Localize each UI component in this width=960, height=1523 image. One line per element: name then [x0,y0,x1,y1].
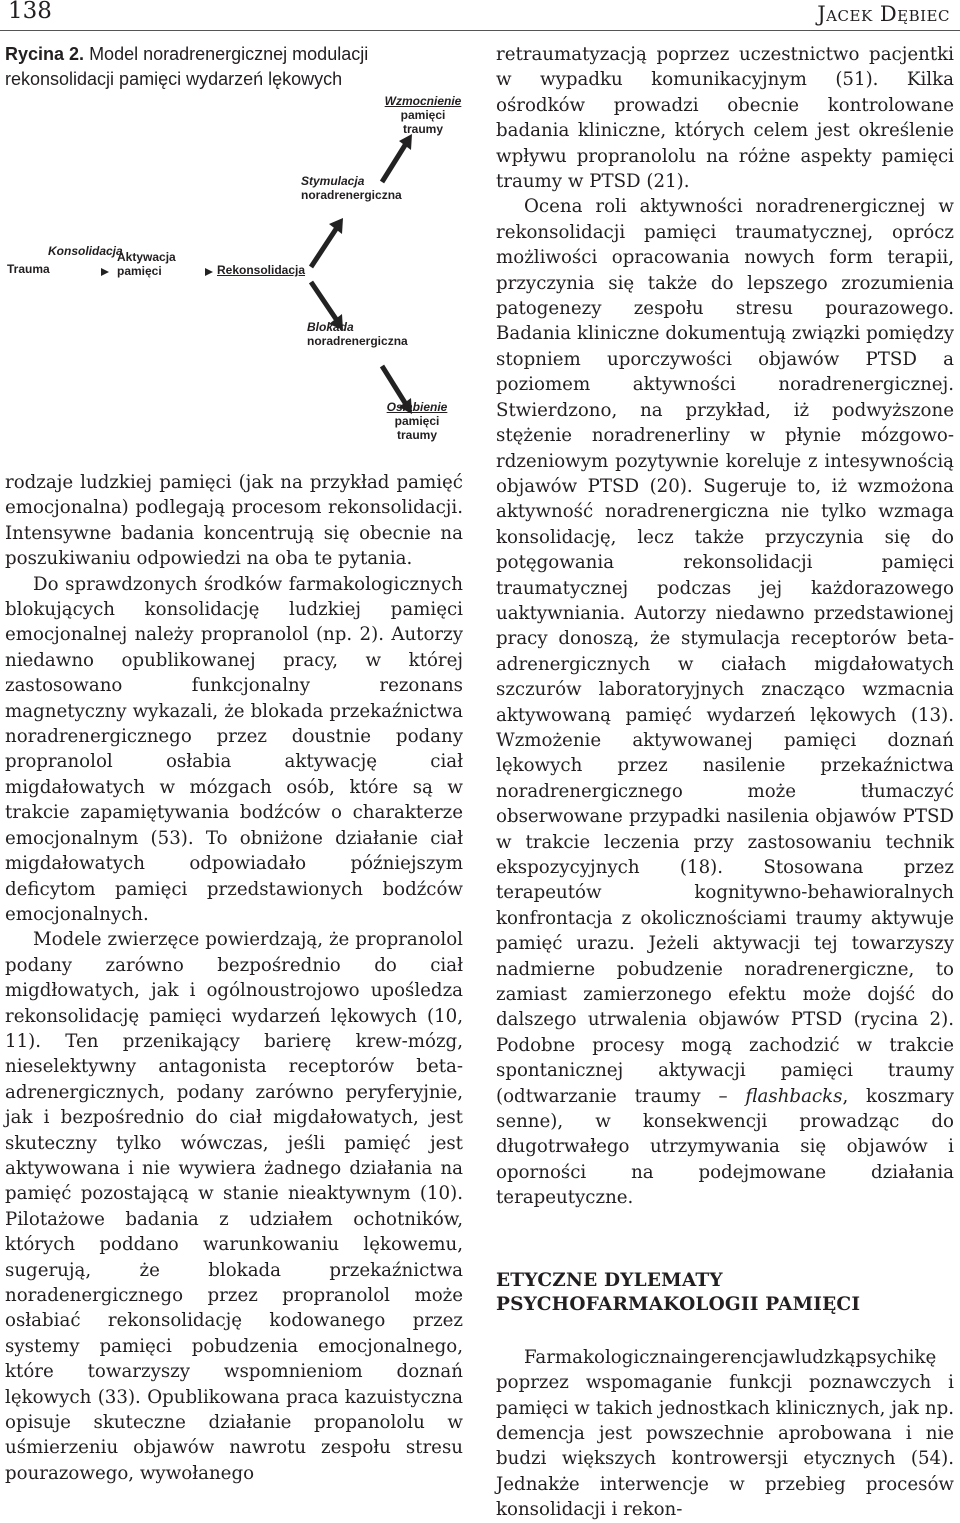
figure-caption [5,42,463,92]
section-heading: ETYCZNE DYLEMATY PSYCHOFARMAKOLOGII PAMIĘCI [496,1269,861,1315]
left-paragraph-2: Do sprawdzonych środków farmakologicznych blokujących konsolidację ludzkiej pamięci emocjonalnej należy propranolol (np. 2). Autorzy niedawno opublikowanej pracy, w której zastosowano funkcjonalny rezonans magnetyczny wykazali, że blokada przekaźnictwa noradrenergicznego przez doustnie podany propranolol osłabia aktywację ciał migdałowatych w mózgach osób, które są w trakcie zapamiętywania bodźców o charakterze emocjonalnym (53). To obniżone działanie ciał migdałowatych odpowiadało późniejszym deficytom pamięci przedstawionych bodźców emocjonalnych. [5,573,463,925]
right-paragraph-3: Farmakologicznaingerencjawludzkąpsychikę poprzez wspomaganie funkcji poznawczych i pamięci w takich jednostkach klinicznych, jak np. demencja jest powszechnie aprobowana i nie budzi większych kontrowersji etycznych (54). Jednakże interwencje w przebieg procesów konsolidacji i rekon- [496,1346,954,1521]
node-blokada: Blokada noradrenergiczna [307,320,408,348]
node-stymulacja: Stymulacja noradrenergiczna [301,174,402,202]
right-paragraph-2: Ocena roli aktywności noradrenergicznej w rekonsolidacji pamięci traumatycznej, oprócz możliwości opracowania nowych form terapii, przyczynia się także do lepszego zrozumienia patogenezy zespołu stresu pourazowego. Badania kliniczne dokumentują związki pomiędzy stopniem uporczywości objawów PTSD a poziomem aktywności noradrenergicznej. Stwierdzono, na przykład, iż podwyższone stężenie noradrenerliny w płynie mózgowo-rdzeniowym pozytywnie koreluje z intesywnością objawów PTSD (20). Sugeruje to, iż wzmożona aktywność noradrenergiczna nie tylko wzmaga konsolidację, lecz także przyczynia się do potęgowania rekonsolidacji pamięci traumatycznej podczas jej każdorazowego uaktywniania. Autorzy niedawno przedstawionej pracy donoszą, że stymulacja receptorów beta-adrenergicznych w ciałach migdałowatych szczurów laboratoryjnych znacząco wzmacnia aktywowaną pamięć wydarzeń lękowych (13). Wzmożenie aktywowanej pamięci doznań lękowych przez nasilenie przekaźnictwa noradrenergicznego może tłumaczyć obserwowane przypadki nasilenia objawów PTSD w trakcie leczenia przy zastosowaniu technik ekspozycyjnych (18). Stosowana przez terapeutów kognitywno-behawioralnych konfrontacja z okolicznościami traumy aktywuje pamięć urazu. Jeżeli aktywacji tej towarzyszy nadmierne pobudzenie noradrenergiczne, to zamiast zamierzonego efektu może dojść do dalszego utrwalenia objawów PTSD (rycina 2). Podobne procesy mogą zachodzić w trakcie spontanicznej aktywacji pamięci traumy (odtwarzanie traumy – flashbacks, koszmary senne), w konsekwencji prowadząc do długotrwałego utrzymywania się objawów i oporności na podejmowane działania terapeutyczne. [496,196,954,1209]
figure-diagram [5,94,463,450]
right-paragraph-1: retraumatyzacją poprzez uczestnictwo pacjentki w wypadku komunikacyjnym (51). Kilka ośrodków prowadzi obecnie kontrolowane badania kliniczne, których celem jest określenie wpływu propranololu na różne aspekty pamięci traumy w PTSD (21). [496,44,954,193]
page-number: 138 [8,0,52,24]
figure-caption-label: Rycina 2. [5,44,85,64]
node-konsolidacja: Konsolidacja [48,244,123,258]
node-wzmocnienie: Wzmocnienie pamięci traumy [384,94,462,136]
node-rekonsolidacja: Rekonsolidacja [217,263,306,277]
left-column [5,42,463,1486]
figure-caption-text: Model noradrenergicznej modulacji rekonsolidacji pamięci wydarzeń lękowych [5,44,369,89]
italic-flashbacks: flashbacks [745,1085,843,1107]
arrow-to-stymulacja [311,218,343,267]
node-aktywacja-pamieci: Aktywacja pamięci [117,250,176,278]
left-paragraph-3: Modele zwierzęce powierdzają, że propranolol podany zarówno bezpośrednio do ciał migdłowatych, jak i ogólnoustrojowo upośledza rekonsolidację pamięci wydarzeń lękowych (10, 11). Ten przenikający barierę krew-mózg, nieselektywny antagonista receptorów beta-adrenergicznych, podany zarówno peryferyjnie, jak i bezpośrednio do ciał migdałowatych, jest skuteczny tylko wówczas, jeśli pamięć jest aktywowana i nie wywiera żadnego działania na pamięć pozostającą w stanie nieaktywnym (10). Pilotażowe badania z udziałem ochotników, których poddano warunkowaniu lękowemu, sugerują, że blokada przekaźnictwa noradenergicznego przez propranolol może osłabiać rekonsolidację kodowanego przez systemy pamięci pobudzenia emocjonalnego, które towarzyszy wspomnieniom doznań lękowych (33). Opublikowana praca kazuistyczna opisuje skuteczne działanie propanololu w uśmierzeniu objawów nawrotu zespołu stresu pourazowego, wywołanego [5,929,463,1484]
right-column [496,42,954,1523]
header-rule [0,30,960,31]
node-oslabienie: Osłabienie pamięci traumy [386,400,448,442]
left-paragraph-1: rodzaje ludzkiej pamięci (jak na przykład pamięć emocjonalna) podlegają procesom rekonsolidacji. Intensywne badania koncentrują się obecnie na poszukiwaniu odpowiedzi na oba te pytania. [5,472,463,570]
running-head-author: Jacek Dębiec [817,2,950,26]
node-trauma: Trauma [7,262,50,276]
